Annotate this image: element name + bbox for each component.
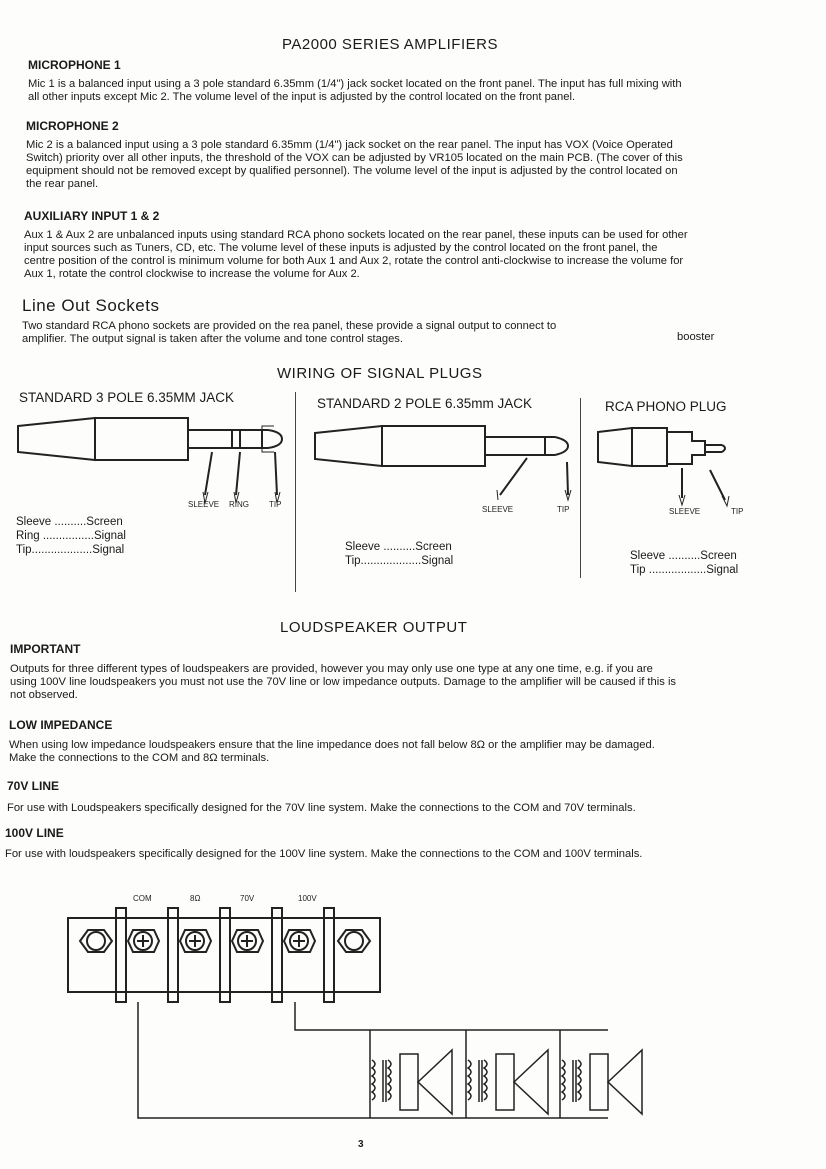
terminal-label: 70V [240, 894, 255, 903]
screw-terminal [232, 930, 263, 952]
loudspeaker-heading: LOUDSPEAKER OUTPUT [280, 619, 468, 636]
terminal-block-diagram [68, 908, 642, 1118]
plug2-legend [345, 540, 453, 568]
plug1-title: STANDARD 3 POLE 6.35MM JACK [19, 390, 235, 405]
v100-text [5, 848, 642, 861]
aux-line: Aux 1 & Aux 2 are unbalanced inputs using standard RCA phono sockets located on the rear panel, these inputs can be used for other [24, 229, 688, 241]
important-line: using 100V line loudspeakers you must not use the 70V line or low impedance outputs. Damage to the amplifier will be caused if this is [10, 676, 677, 688]
plug2-label: TIP [557, 505, 570, 514]
aux-line: centre position of the control is minimum volume for both Aux 1 and Aux 2, rotate the control anti-clockwise to increase the volume for [24, 255, 684, 267]
plug1-label: SLEEVE [188, 500, 220, 509]
important-heading: IMPORTANT [10, 642, 81, 656]
speaker-icon [372, 1050, 452, 1114]
plug2-label: SLEEVE [482, 505, 514, 514]
terminal-label: 100V [298, 894, 317, 903]
mono-jack-illustration [315, 426, 571, 500]
legend-line: Tip...................Signal [345, 555, 454, 567]
mic2-line: Mic 2 is a balanced input using a 3 pole standard 6.35mm (1/4") jack socket on the rear panel. The input has VOX (Voice Operated [26, 139, 673, 151]
plug3-legend [630, 549, 738, 577]
legend-line: Tip...................Signal [16, 544, 125, 556]
page-number: 3 [358, 1139, 364, 1150]
legend-line: Sleeve ..........Screen [630, 550, 737, 562]
important-line: not observed. [10, 689, 78, 701]
important-line: Outputs for three different types of loudspeakers are provided, however you may only use one type at any one time, e.g. if you are [10, 663, 653, 675]
legend-line: Tip ..................Signal [630, 564, 739, 576]
mic2-heading: MICROPHONE 2 [26, 119, 119, 133]
lineout-heading: Line Out Sockets [22, 296, 160, 315]
plug1-label: RING [229, 500, 249, 509]
terminal-label: 8Ω [190, 894, 201, 903]
speaker-icon [468, 1050, 548, 1114]
mic1-line: Mic 1 is a balanced input using a 3 pole standard 6.35mm (1/4") jack socket located on the front panel. The input has full mixing with [28, 78, 682, 90]
mic2-line: the rear panel. [26, 178, 99, 190]
mic2-line: equipment should not be removed except by qualified personnel). The volume level of the input is adjusted by the control located on [26, 165, 678, 177]
page-title: PA2000 SERIES AMPLIFIERS [282, 36, 498, 53]
v70-line: For use with Loudspeakers specifically designed for the 70V line system. Make the connections to the COM and 70V terminals. [7, 802, 636, 814]
v70-text [7, 802, 636, 815]
important-text [10, 663, 676, 702]
aux-line: input sources such as Tuners, CD, etc. The volume level of these inputs is adjusted by the control located on the front panel, the [24, 242, 658, 254]
plug1-legend [16, 515, 126, 557]
plug3-label: SLEEVE [669, 507, 701, 516]
aux-line: Aux 1, rotate the control clockwise to increase the volume for Aux 2. [24, 268, 360, 280]
v100-line: For use with loudspeakers specifically designed for the 100V line system. Make the connections to the COM and 100V terminals. [5, 848, 643, 860]
mic1-line: all other inputs except Mic 2. The volume level of the input is adjusted by the control located on the front panel. [28, 91, 576, 103]
plug1-label: TIP [269, 500, 282, 509]
plug2-title: STANDARD 2 POLE 6.35mm JACK [317, 396, 533, 411]
low-impedance-heading: LOW IMPEDANCE [9, 718, 113, 732]
v100-heading: 100V LINE [5, 826, 64, 840]
terminal-label: COM [133, 894, 152, 903]
plug3-label: TIP [731, 507, 744, 516]
screw-terminal [128, 930, 159, 952]
low-impedance-text [9, 739, 655, 765]
legend-line: Sleeve ..........Screen [345, 541, 452, 553]
legend-line: Sleeve ..........Screen [16, 516, 123, 528]
low-impedance-line: When using low impedance loudspeakers ensure that the line impedance does not fall below 8Ω or the amplifier may be damaged. [9, 739, 655, 751]
aux-heading: AUXILIARY INPUT 1 & 2 [24, 209, 160, 223]
lineout-booster: booster [677, 331, 715, 343]
legend-line: Ring ................Signal [16, 530, 126, 542]
mic2-line: Switch) priority over all other inputs, the threshold of the VOX can be adjusted by VR105 located on the main PCB. (The cover of this [26, 152, 683, 164]
stereo-jack-illustration [18, 418, 282, 503]
low-impedance-line: Make the connections to the COM and 8Ω terminals. [9, 752, 270, 764]
lineout-line: Two standard RCA phono sockets are provided on the rea panel, these provide a signal output to connect to [22, 320, 557, 332]
lineout-line: amplifier. The output signal is taken after the volume and tone control stages. [22, 333, 404, 345]
screw-terminal [180, 930, 211, 952]
plug3-title: RCA PHONO PLUG [605, 399, 727, 414]
speaker-icon [562, 1050, 642, 1114]
rca-plug-illustration [598, 428, 729, 506]
screw-terminal [284, 930, 315, 952]
mic1-heading: MICROPHONE 1 [28, 58, 121, 72]
wiring-heading: WIRING OF SIGNAL PLUGS [277, 365, 483, 382]
v70-heading: 70V LINE [7, 779, 60, 793]
